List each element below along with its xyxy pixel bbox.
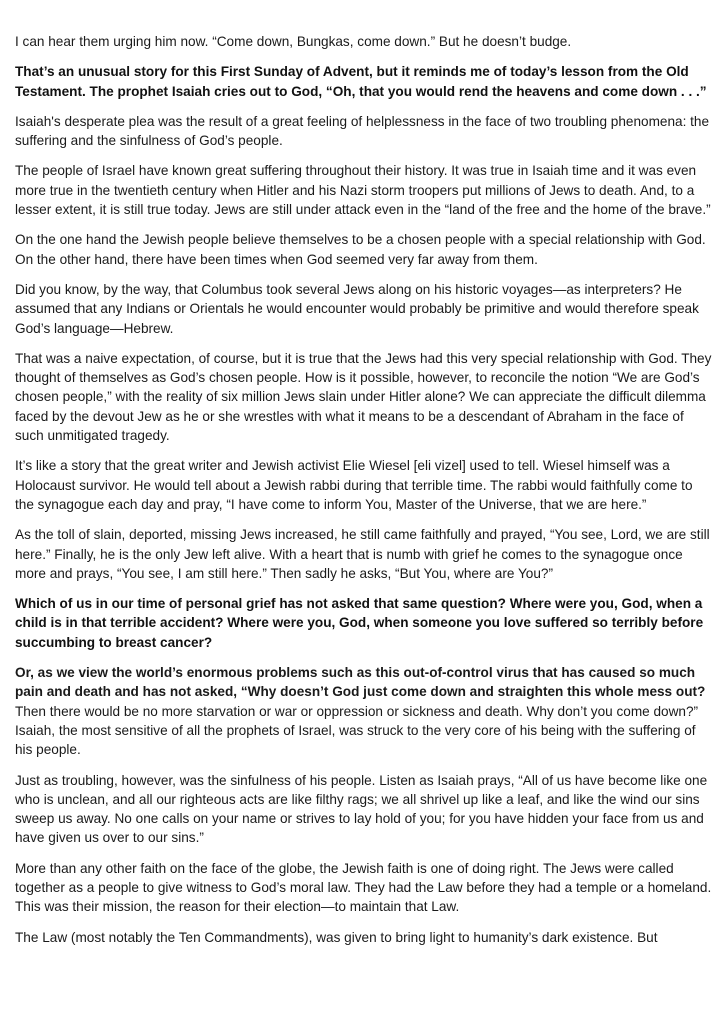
paragraph-11-bold-part: Or, as we view the world’s enormous problems such as this out-of-control virus that has caused so much pain and death and has not asked, “Why doesn’t God just come down and straighten this whole mess out?: [15, 665, 706, 700]
paragraph-11: [15, 663, 714, 759]
paragraph-1: I can hear them urging him now. “Come down, Bungkas, come down.” But he doesn’t budge.: [15, 34, 572, 49]
paragraph-10: Which of us in our time of personal grief has not asked that same question? Where were you, God, when a child is in that terrible accident? Where were you, God, when someone you love suffered so terribly before succumbing to breast cancer?: [15, 596, 704, 650]
paragraph-7: That was a naive expectation, of course, but it is true that the Jews had this very special relationship with God. They thought of themselves as God’s chosen people. How is it possible, however, to reconcile the notion “We are God’s chosen people,” with the reality of six million Jews slain under Hitler alone? We can appreciate the difficult dilemma faced by the devout Jew as he or she wrestles with what it means to be a descendant of Abraham in the face of such unmitigated tragedy.: [15, 350, 712, 444]
paragraph-11-regular-part: Then there would be no more starvation or war or oppression or sickness and death. Why don’t you come down?” Isaiah, the most sensitive of all the prophets of Israel, was struck to the very core of his being with the suffering of his people.: [15, 703, 699, 758]
paragraph-4: The people of Israel have known great suffering throughout their history. It was true in Isaiah time and it was even more true in the twentieth century when Hitler and his Nazi storm troopers put millions of Jews to death. And, to a lesser extent, it is still true today. Jews are still under attack even in the “land of the free and the home of the brave.”: [15, 163, 711, 218]
paragraph-5: On the one hand the Jewish people believe themselves to be a chosen people with a special relationship with God. On the other hand, there have been times when God seemed very far away from them.: [15, 232, 706, 267]
paragraph-9: As the toll of slain, deported, missing Jews increased, he still came faithfully and prayed, “You see, Lord, we are still here.” Finally, he is the only Jew left alive. With a heart that is numb with grief he comes to the synagogue once more and prays, “You see, I am still here.” Then sadly he asks, “But You, where are You?”: [15, 527, 710, 581]
paragraph-2: That’s an unusual story for this First Sunday of Advent, but it reminds me of today’s lesson from the Old Testament. The prophet Isaiah cries out to God, “Oh, that you would rend the heavens and come down . . .”: [15, 64, 707, 99]
paragraph-3: Isaiah's desperate plea was the result of a great feeling of helplessness in the face of two troubling phenomena: the suffering and the sinfulness of God’s people.: [15, 113, 710, 149]
paragraph-14: The Law (most notably the Ten Commandments), was given to bring light to humanity’s dark existence. But: [15, 929, 658, 945]
paragraph-13: More than any other faith on the face of the globe, the Jewish faith is one of doing right. The Jews were called together as a people to give witness to God’s moral law. They had the Law before they had a temple or a homeland. This was their mission, the reason for their election—to maintain that Law.: [15, 860, 712, 915]
paragraph-8: It’s like a story that the great writer and Jewish activist Elie Wiesel [eli vizel] used to tell. Wiesel himself was a Holocaust survivor. He would tell about a Jewish rabbi during that terrible time. The rabbi would faithfully come to the synagogue each day and pray, “I have come to inform You, Master of the Universe, that we are here.”: [15, 458, 693, 512]
paragraph-6: Did you know, by the way, that Columbus took several Jews along on his historic voyages—as interpreters? He assumed that any Indians or Orientals he would encounter would probably be primitive and would therefore speak God’s language—Hebrew.: [15, 281, 699, 336]
paragraph-12: Just as troubling, however, was the sinfulness of his people. Listen as Isaiah prays, “All of us have become like one who is unclean, and all our righteous acts are like filthy rags; we all shrivel up like a leaf, and like the wind our sins sweep us away. No one calls on your name or strives to lay hold of you; for you have hidden your face from us and have given us over to our sins.”: [15, 772, 708, 846]
